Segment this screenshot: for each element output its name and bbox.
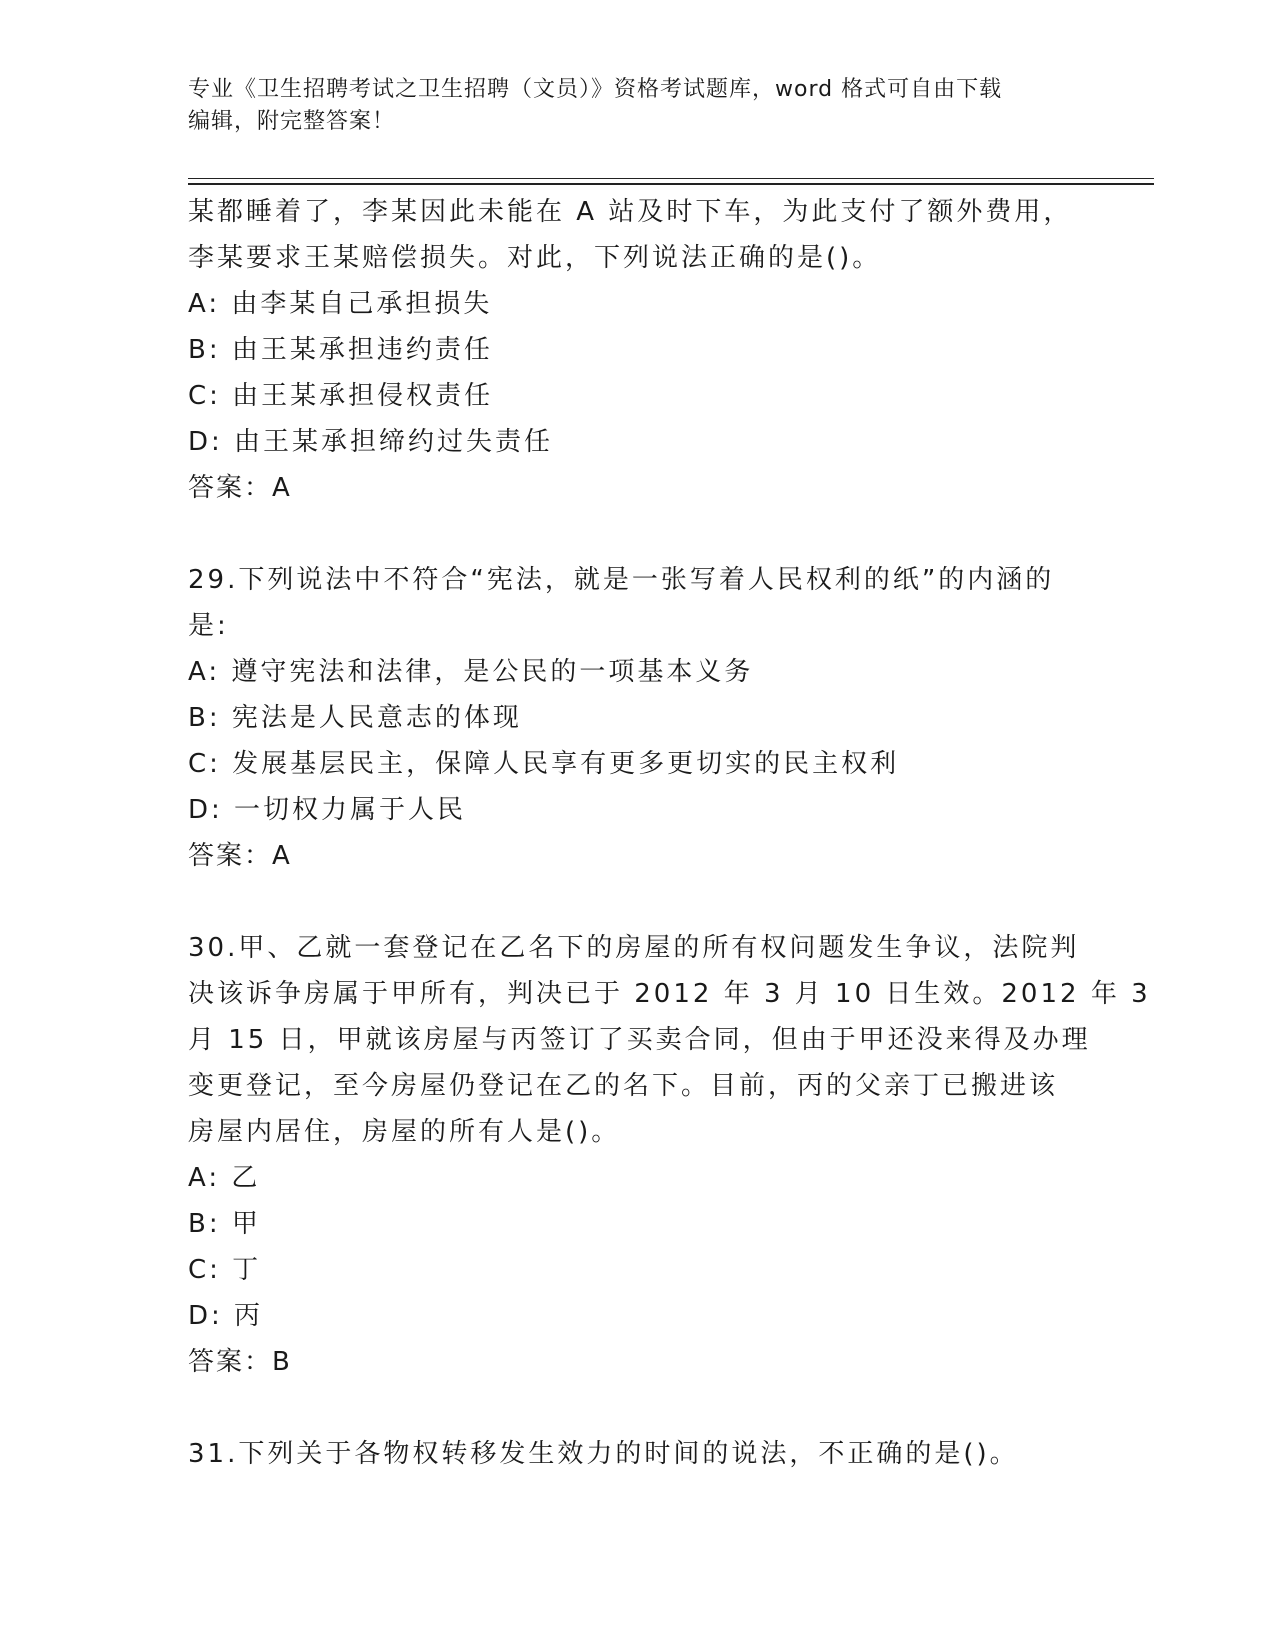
- question-28-continued: [188, 189, 1088, 511]
- question-text-line: 是:: [188, 611, 229, 641]
- question-text-line: 29.下列说法中不符合“宪法，就是一张写着人民权利的纸”的内涵的: [188, 565, 1055, 595]
- spacer: [188, 879, 1088, 925]
- option-a: A: 遵守宪法和法律，是公民的一项基本义务: [188, 657, 754, 687]
- question-30: [188, 925, 1151, 1385]
- answer-line: 答案：A: [188, 473, 292, 503]
- question-text-line: 31.下列关于各物权转移发生效力的时间的说法，不正确的是()。: [188, 1439, 1019, 1469]
- option-a: A: 乙: [188, 1163, 261, 1193]
- question-text-line: 某都睡着了，李某因此未能在 A 站及时下车，为此支付了额外费用，: [188, 197, 1073, 227]
- option-d: D: 丙: [188, 1301, 264, 1331]
- question-text-line: 房屋内居住，房屋的所有人是()。: [188, 1117, 621, 1147]
- option-b: B: 由王某承担违约责任: [188, 335, 493, 365]
- option-c: C: 丁: [188, 1255, 262, 1285]
- question-29: [188, 557, 1088, 879]
- answer-line: 答案：B: [188, 1347, 292, 1377]
- option-b: B: 甲: [188, 1209, 261, 1239]
- option-c: C: 由王某承担侵权责任: [188, 381, 494, 411]
- option-c: C: 发展基层民主，保障人民享有更多更切实的民主权利: [188, 749, 900, 779]
- question-text-line: 变更登记，至今房屋仍登记在乙的名下。目前，丙的父亲丁已搬进该: [188, 1071, 1059, 1101]
- header-divider-thick: [188, 183, 1154, 185]
- header-line-2: 编辑，附完整答案！: [188, 109, 396, 134]
- question-list: [188, 189, 1151, 1477]
- header-divider-thin: [188, 178, 1154, 179]
- question-text-line: 30.甲、乙就一套登记在乙名下的房屋的所有权问题发生争议，法院判: [188, 933, 1080, 963]
- question-text-line: 李某要求王某赔偿损失。对此，下列说法正确的是()。: [188, 243, 882, 273]
- spacer: [188, 1385, 1088, 1431]
- header-line-1: 专业《卫生招聘考试之卫生招聘（文员）》资格考试题库，word 格式可自由下载: [188, 77, 1003, 102]
- question-31: [188, 1431, 1088, 1477]
- option-b: B: 宪法是人民意志的体现: [188, 703, 522, 733]
- answer-line: 答案：A: [188, 841, 292, 871]
- option-d: D: 一切权力属于人民: [188, 795, 467, 825]
- option-d: D: 由王某承担缔约过失责任: [188, 427, 554, 457]
- question-text-line: 决该诉争房属于甲所有，判决已于 2012 年 3 月 10 日生效。2012 年 3: [188, 979, 1151, 1009]
- document-header: [188, 74, 1068, 138]
- option-a: A: 由李某自己承担损失: [188, 289, 493, 319]
- spacer: [188, 511, 1088, 557]
- question-text-line: 月 15 日，甲就该房屋与丙签订了买卖合同，但由于甲还没来得及办理: [188, 1025, 1091, 1055]
